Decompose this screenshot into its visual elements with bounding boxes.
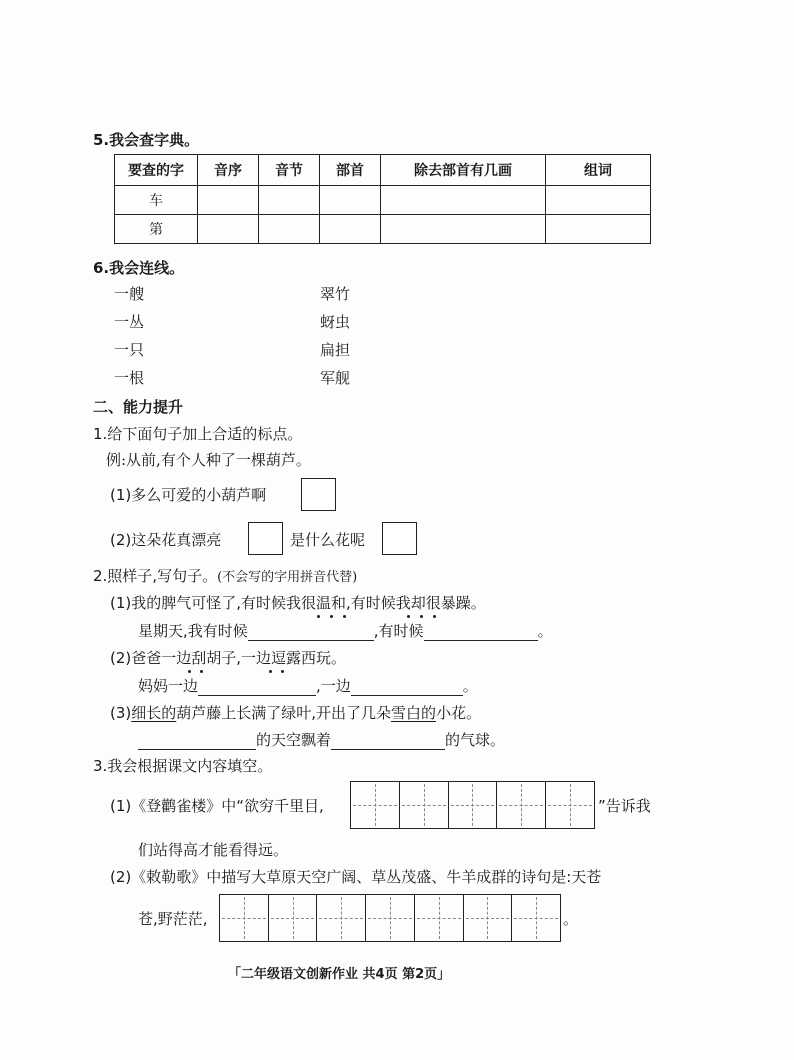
punctuation-box[interactable] [248,522,283,555]
match-left-item[interactable]: 一丛 [114,313,145,331]
p1-example: 例:从前,有个人种了一棵葫芦。 [106,451,311,469]
text: 星期天,我有时候 [138,622,248,640]
text: ,有时候 [373,622,424,640]
underlined-text: 细长的 [131,704,177,722]
p3-line-2a: (2)《敕勒歌》中描写大草原天空广阔、草丛茂盛、牛羊成群的诗句是:天苍 [110,868,602,886]
table-header: 要查的字 [115,155,198,186]
writing-grid[interactable] [350,781,595,829]
table-cell-char: 第 [115,215,198,244]
p1-sentence-1: (1)多么可爱的小葫芦啊 [110,486,267,504]
dictionary-table [114,154,651,244]
section-heading: 二、能力提升 [93,398,184,416]
p2-item-2: (2)爸爸一边刮胡子,一边逗露西玩。 [110,649,347,667]
answer-cell[interactable] [320,215,381,244]
table-header: 组词 [546,155,651,186]
page-footer: 「二年级语文创新作业 共4页 第2页」 [228,967,451,982]
p3-line-1c: 们站得高才能看得远。 [138,841,289,859]
punctuation-box[interactable] [382,522,417,555]
p2-item-3-answer [138,730,505,750]
q6-title: 6.我会连线。 [93,259,185,277]
answer-cell[interactable] [259,215,320,244]
table-header: 音节 [259,155,320,186]
p2-title-text: 2.照样子,写句子。 [93,567,218,585]
p3-title: 3.我会根据课文内容填空。 [93,757,273,775]
answer-cell[interactable] [381,186,546,215]
underlined-text: 雪白的 [391,704,437,722]
punctuation-box[interactable] [301,478,336,511]
answer-blank[interactable] [138,733,256,750]
p1-sentence-2a: (2)这朵花真漂亮 [110,531,222,549]
p3-line-1b: ”告诉我 [598,797,651,815]
answer-cell[interactable] [546,215,651,244]
text: 。 [537,622,553,640]
answer-cell[interactable] [259,186,320,215]
answer-blank[interactable] [248,624,374,641]
answer-blank[interactable] [351,679,463,696]
text: (3) [110,704,132,722]
p3-line-1a: (1)《登鹳雀楼》中“欲穷千里目, [110,797,324,815]
text: 妈妈一边 [138,677,199,695]
answer-cell[interactable] [381,215,546,244]
answer-blank[interactable] [424,624,538,641]
text: 小花。 [436,704,482,722]
answer-cell[interactable] [546,186,651,215]
match-left-item[interactable]: 一只 [114,341,145,359]
match-right-item[interactable]: 军舰 [320,369,351,387]
text: ,一边 [316,677,351,695]
answer-cell[interactable] [320,186,381,215]
match-right-item[interactable]: 翠竹 [320,285,351,303]
text: 的天空飘着 [256,731,332,749]
answer-blank[interactable] [198,679,316,696]
table-cell-char: 车 [115,186,198,215]
match-left-item[interactable]: 一艘 [114,285,145,303]
p2-item-1: (1)我的脾气可怪了,有时候我很温和,有时候我却很暴躁。 [110,594,486,612]
match-right-item[interactable]: 蚜虫 [320,313,351,331]
answer-cell[interactable] [198,215,259,244]
text: 葫芦藤上长满了绿叶,开出了几朵 [176,704,392,722]
p3-line-2c: 。 [563,910,579,928]
p2-item-3 [110,703,481,723]
writing-grid[interactable] [219,894,561,942]
text: 。 [462,677,478,695]
p2-note: (不会写的字用拼音代替) [217,570,358,585]
table-header: 部首 [320,155,381,186]
p3-line-2b: 苍,野茫茫, [138,910,208,928]
p1-title: 1.给下面句子加上合适的标点。 [93,425,303,443]
table-header: 除去部首有几画 [381,155,546,186]
p2-item-1-answer [138,621,553,641]
table-header: 音序 [198,155,259,186]
p2-title [93,566,357,588]
answer-blank[interactable] [331,733,445,750]
q5-title: 5.我会查字典。 [93,131,200,149]
p2-item-2-answer [138,676,478,696]
match-right-item[interactable]: 扁担 [320,341,351,359]
answer-cell[interactable] [198,186,259,215]
text: 的气球。 [445,731,506,749]
p1-sentence-2b: 是什么花呢 [290,531,366,549]
match-left-item[interactable]: 一根 [114,369,145,387]
